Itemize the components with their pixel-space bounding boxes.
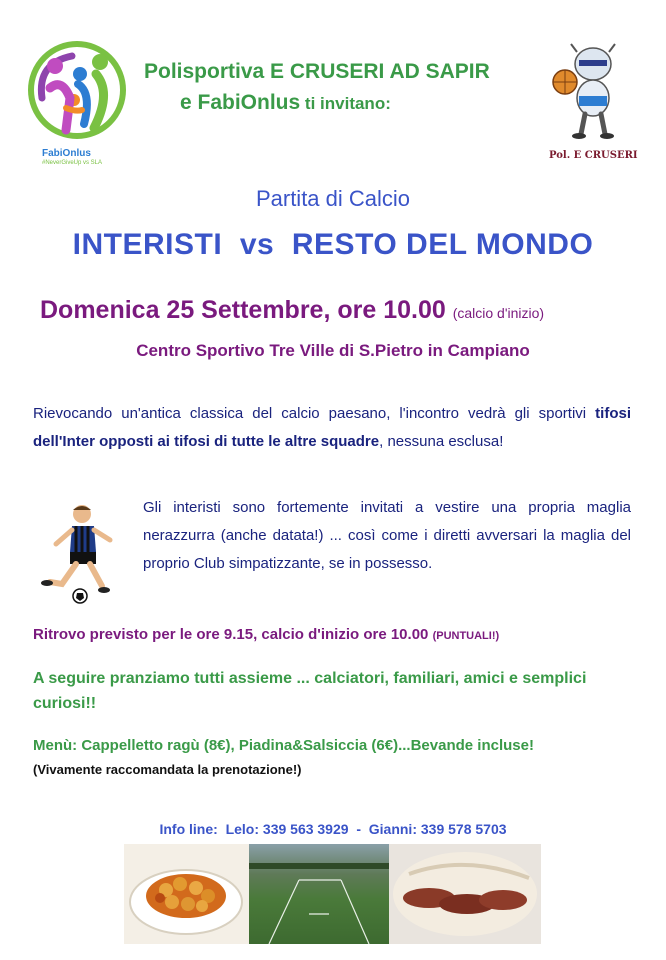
- event-matchup: INTERISTI vs RESTO DEL MONDO: [72, 228, 594, 261]
- meeting-time-text: Ritrovo previsto per le ore 9.15, calcio d'inizio ore 10.00: [33, 626, 429, 643]
- fabionlus-logo: [22, 38, 132, 168]
- info-line: Info line: Lelo: 339 563 3929 - Gianni: 339 578 5703: [159, 821, 507, 837]
- event-type: Partita di Calcio: [255, 186, 411, 211]
- lunch-announcement: A seguire pranziamo tutti assieme ... calciatori, familiari, amici e semplici curiosi!!: [33, 670, 587, 712]
- cappelletti-ragu-photo: [124, 844, 249, 944]
- fabionlus-logo-graphic: [22, 38, 132, 148]
- pitch-icon: [249, 844, 389, 944]
- football-player-illustration: [32, 500, 132, 605]
- pasta-dish-icon: [124, 844, 249, 944]
- organizer-line-2-suffix: ti invitano:: [300, 94, 391, 113]
- football-pitch-photo: [249, 844, 389, 944]
- meeting-time: [33, 626, 499, 643]
- event-date-text: Domenica 25 Settembre, ore 10.00: [40, 296, 446, 324]
- cruseri-mascot-graphic: [535, 42, 645, 142]
- piadina-icon: [389, 844, 541, 944]
- organizer-line-1: Polisportiva E CRUSERI AD SAPIR: [144, 60, 490, 83]
- jersey-paragraph: Gli interisti sono fortemente invitati a vestire una propria maglia nerazzurra (anche datata!) ... così come i diretti avversari la maglia del proprio Club simpatizzante, se in possesso.: [143, 499, 631, 572]
- event-date: [40, 296, 544, 325]
- fabionlus-logo-name: FabiOnlus: [42, 148, 91, 159]
- piadina-salsiccia-photo: [389, 844, 541, 944]
- event-date-note: (calcio d'inizio): [452, 305, 545, 321]
- event-venue: Centro Sportivo Tre Ville di S.Pietro in Campiano: [136, 341, 530, 360]
- cruseri-logo: [535, 42, 645, 167]
- organizer-line-2-prefix: e: [180, 91, 198, 114]
- player-kicking-icon: [32, 500, 132, 605]
- fabionlus-logo-tagline: #NeverGiveUp vs SLA: [42, 160, 103, 166]
- organizer-fabionlus: FabiOnlus: [197, 91, 301, 114]
- intro-text-start: Rievocando un'antica classica del calcio paesano, l'incontro vedrà gli sportivi: [33, 405, 596, 422]
- menu-line: Menù: Cappelletto ragù (8€), Piadina&Salsiccia (6€)...Bevande incluse!: [33, 737, 534, 754]
- intro-paragraph: [33, 400, 631, 456]
- cruseri-logo-caption: Pol. E CRUSERI: [549, 150, 638, 161]
- meeting-time-note: (PUNTUALI!): [432, 630, 500, 642]
- intro-text-end: , nessuna esclusa!: [379, 433, 504, 450]
- booking-note: (Vivamente raccomandata la prenotazione!): [33, 762, 302, 777]
- organizer-line-2: [180, 91, 391, 115]
- intro-text-bold: tifosi dell'Inter opposti ai tifosi di tutte le altre squadre: [33, 405, 631, 450]
